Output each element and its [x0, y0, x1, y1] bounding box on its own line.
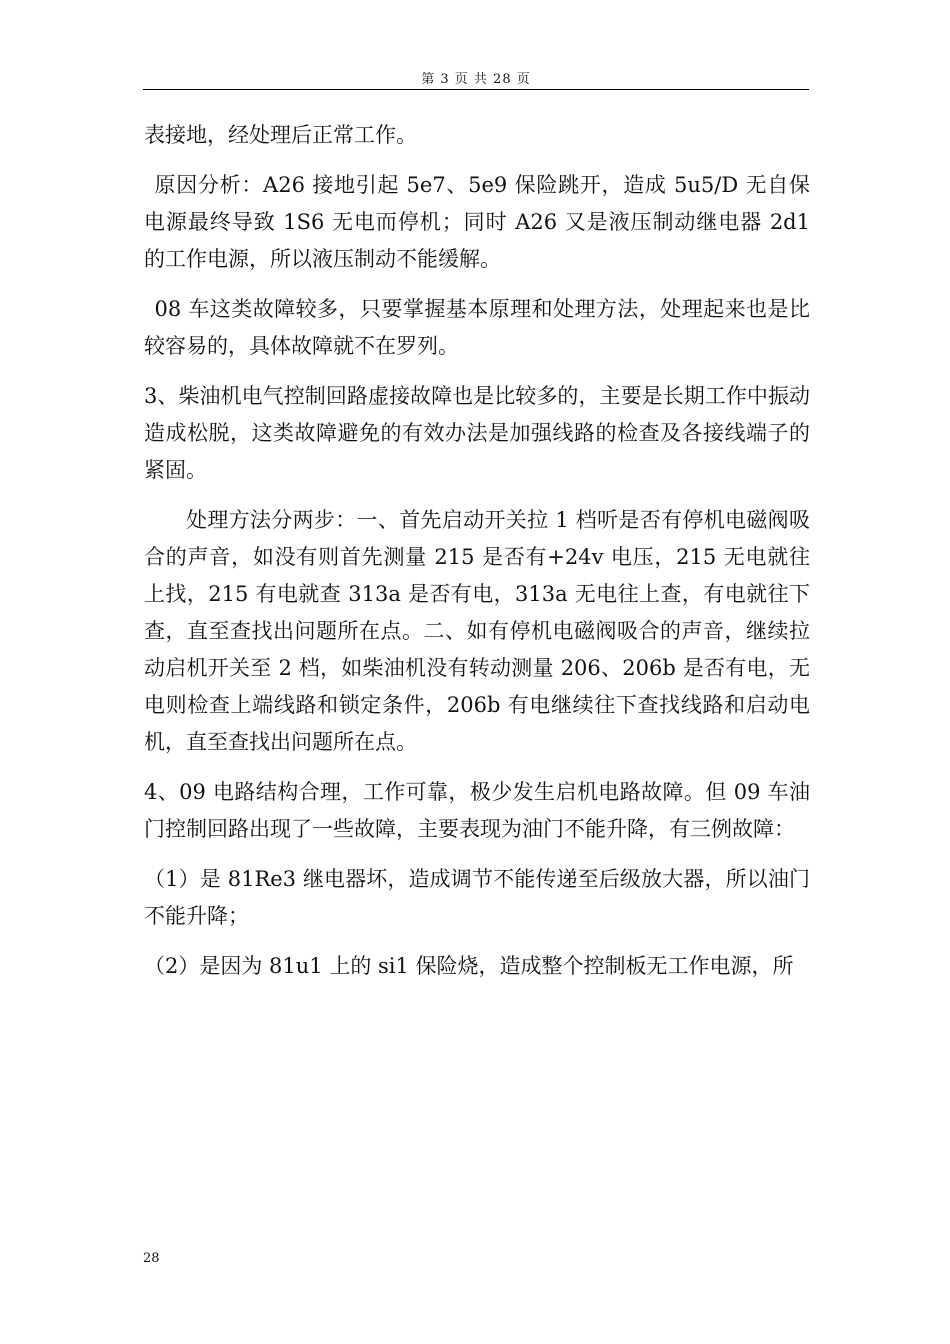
document-body	[144, 117, 810, 998]
paragraph-08-car-faults: 08 车这类故障较多，只要掌握基本原理和处理方法，处理起来也是比较容易的，具体故障就不在罗列。	[144, 297, 810, 358]
paragraph-cause-analysis: 原因分析：A26 接地引起 5e7、5e9 保险跳开，造成 5u5/D 无自保电源最终导致 1S6 无电而停机；同时 A26 又是液压制动继电器 2d1 的工作电源，所以液压制动不能缓解。	[144, 173, 810, 271]
paragraph-continuation: 表接地，经处理后正常工作。	[144, 123, 417, 147]
paragraph-item-3: 3、柴油机电气控制回路虚接故障也是比较多的，主要是长期工作中振动造成松脱，这类故障避免的有效办法是加强线路的检查及各接线端子的紧固。	[144, 384, 810, 482]
page-header: 第 3 页 共 28 页	[421, 72, 531, 87]
paragraph-fault-2: （2）是因为 81u1 上的 si1 保险烧，造成整个控制板无工作电源，所	[144, 954, 794, 978]
paragraph-item-4: 4、09 电路结构合理，工作可靠，极少发生启机电路故障。但 09 车油门控制回路出现了一些故障，主要表现为油门不能升降，有三例故障：	[144, 780, 810, 841]
paragraph-handling-method: 处理方法分两步：一、首先启动开关拉 1 档听是否有停机电磁阀吸合的声音，如没有则首先测量 215 是否有+24v 电压，215 无电就往上找，215 有电就查 313a 是否有电，313a 无电往上查，有电就往下查，直至查找出问题所在点。二、如有停机电磁阀吸合的声音，继续拉动启机开关至 2 档，如柴油机没有转动测量 206、206b 是否有电，无电则检查上端线路和锁定条件，206b 有电继续往下查找线路和启动电机，直至查找出问题所在点。	[144, 508, 810, 754]
header-divider	[143, 89, 809, 90]
page-number: 28	[143, 1251, 160, 1266]
paragraph-fault-1: （1）是 81Re3 继电器坏，造成调节不能传递至后级放大器，所以油门不能升降；	[144, 867, 810, 928]
